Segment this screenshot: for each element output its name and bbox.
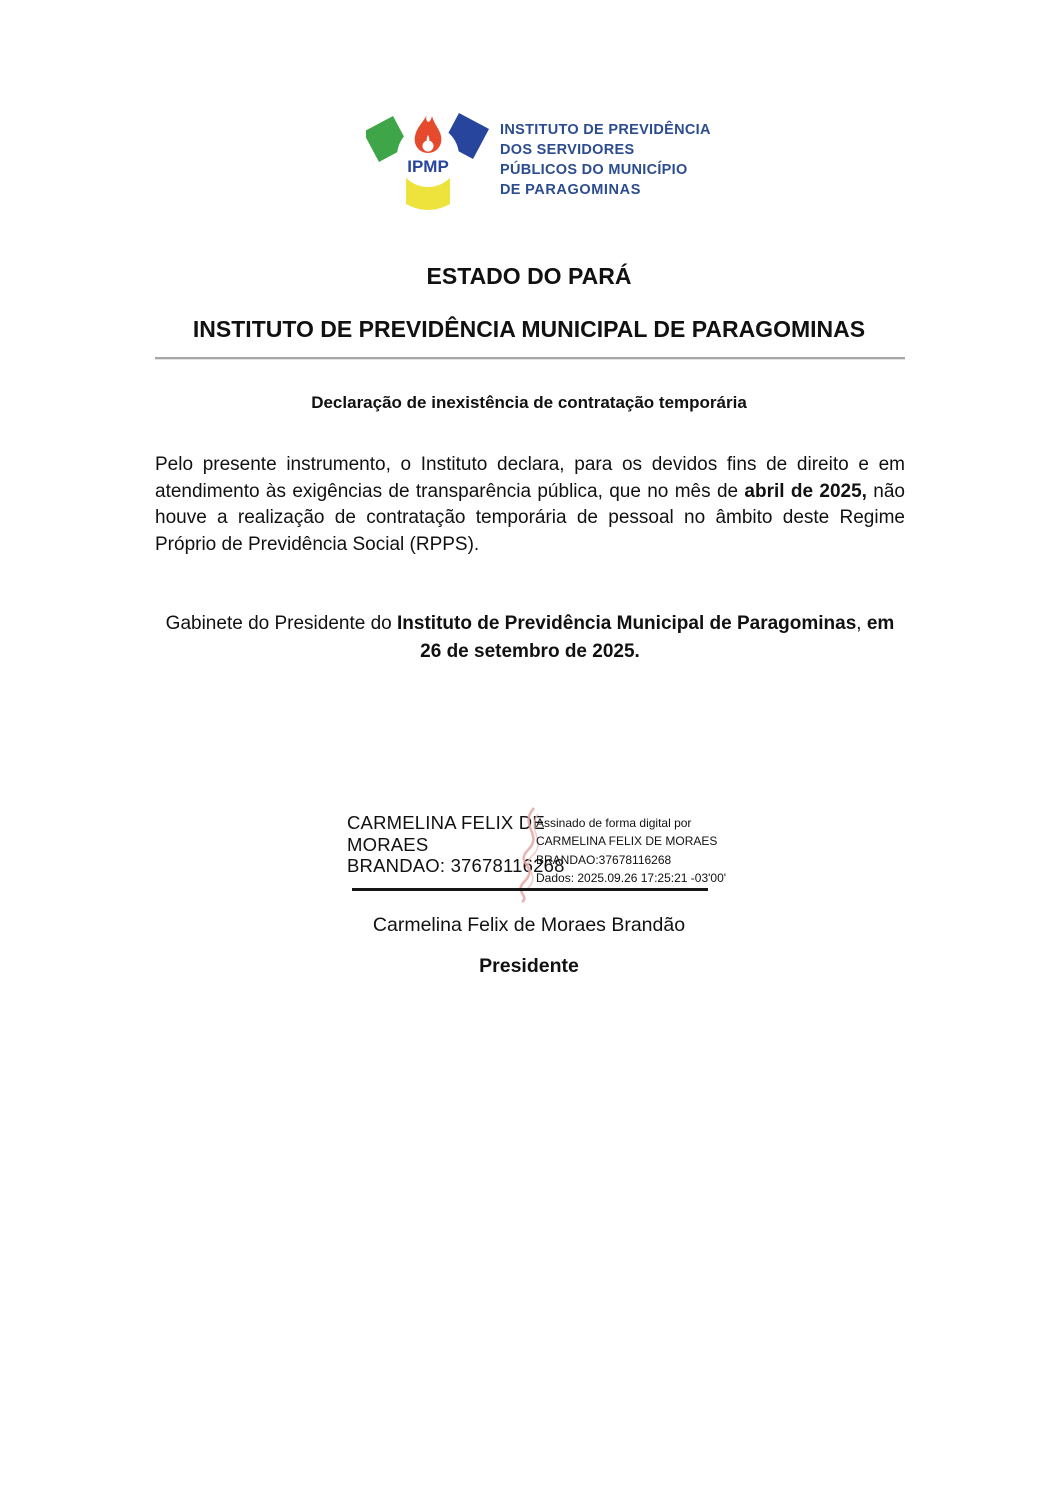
closing-paragraph [155, 610, 905, 665]
logo-org-line4-bold: PARAGOMINAS [525, 182, 641, 198]
stamp-name-line: MORAES [347, 833, 429, 855]
signer-role: Presidente [479, 955, 579, 977]
body-text-bold-month: abril de 2025, [744, 480, 867, 502]
signature-line [352, 888, 708, 891]
logo-org-line: PÚBLICOS DO MUNICÍPIO [500, 162, 688, 178]
logo-acronym: IPMP [407, 157, 449, 176]
heading-institute: INSTITUTO DE PREVIDÊNCIA MUNICIPAL DE PARAGOMINAS [192, 316, 866, 342]
logo-org-line: DOS SERVIDORES [500, 142, 635, 158]
body-text-pre: Pelo presente instrumento, o Instituto declara, para os devidos fins de direito e em atendimento às exigências de transparência pública, que no mês de [155, 454, 905, 502]
logo-org-line [500, 180, 711, 200]
heading-state: ESTADO DO PARÁ [426, 263, 632, 289]
stamp-details-line: Dados: 2025.09.26 17:25:21 -03'00' [536, 871, 727, 886]
closing-date-bold: 26 de setembro de 2025. [420, 640, 640, 662]
stamp-details-line: CARMELINA FELIX DE MORAES [536, 834, 718, 849]
document-title: Declaração de inexistência de contratação temporária [311, 393, 747, 412]
stamp-name-line: CARMELINA FELIX DE [347, 812, 545, 833]
stamp-details-line: Assinado de forma digital por [536, 816, 692, 830]
closing-pre: Gabinete do Presidente do [165, 613, 398, 634]
logo-org-line: INSTITUTO DE PREVIDÊNCIA [500, 122, 711, 138]
letterhead [366, 106, 711, 212]
body-paragraph [155, 452, 905, 558]
signer-name: Carmelina Felix de Moraes Brandão [372, 914, 686, 936]
body-text-post: não houve a realização de contratação temporária de pessoal no âmbito deste Regime Próprio de Previdência Social (RPPS). [155, 480, 905, 555]
logo-org-name [500, 106, 711, 200]
closing-em-bold: em [866, 613, 895, 634]
header-divider [155, 357, 905, 360]
ipmp-logo-icon [366, 106, 490, 212]
logo-org-line4-prefix: DE [500, 182, 526, 198]
signature-stamp-details [536, 814, 726, 888]
closing-separator: , [856, 613, 867, 634]
stamp-name-line: BRANDAO: 37678116268 [347, 855, 565, 876]
closing-institute-bold: Instituto de Previdência Municipal de Paragominas [397, 613, 857, 634]
stamp-details-line: BRANDAO:37678116268 [536, 852, 672, 867]
